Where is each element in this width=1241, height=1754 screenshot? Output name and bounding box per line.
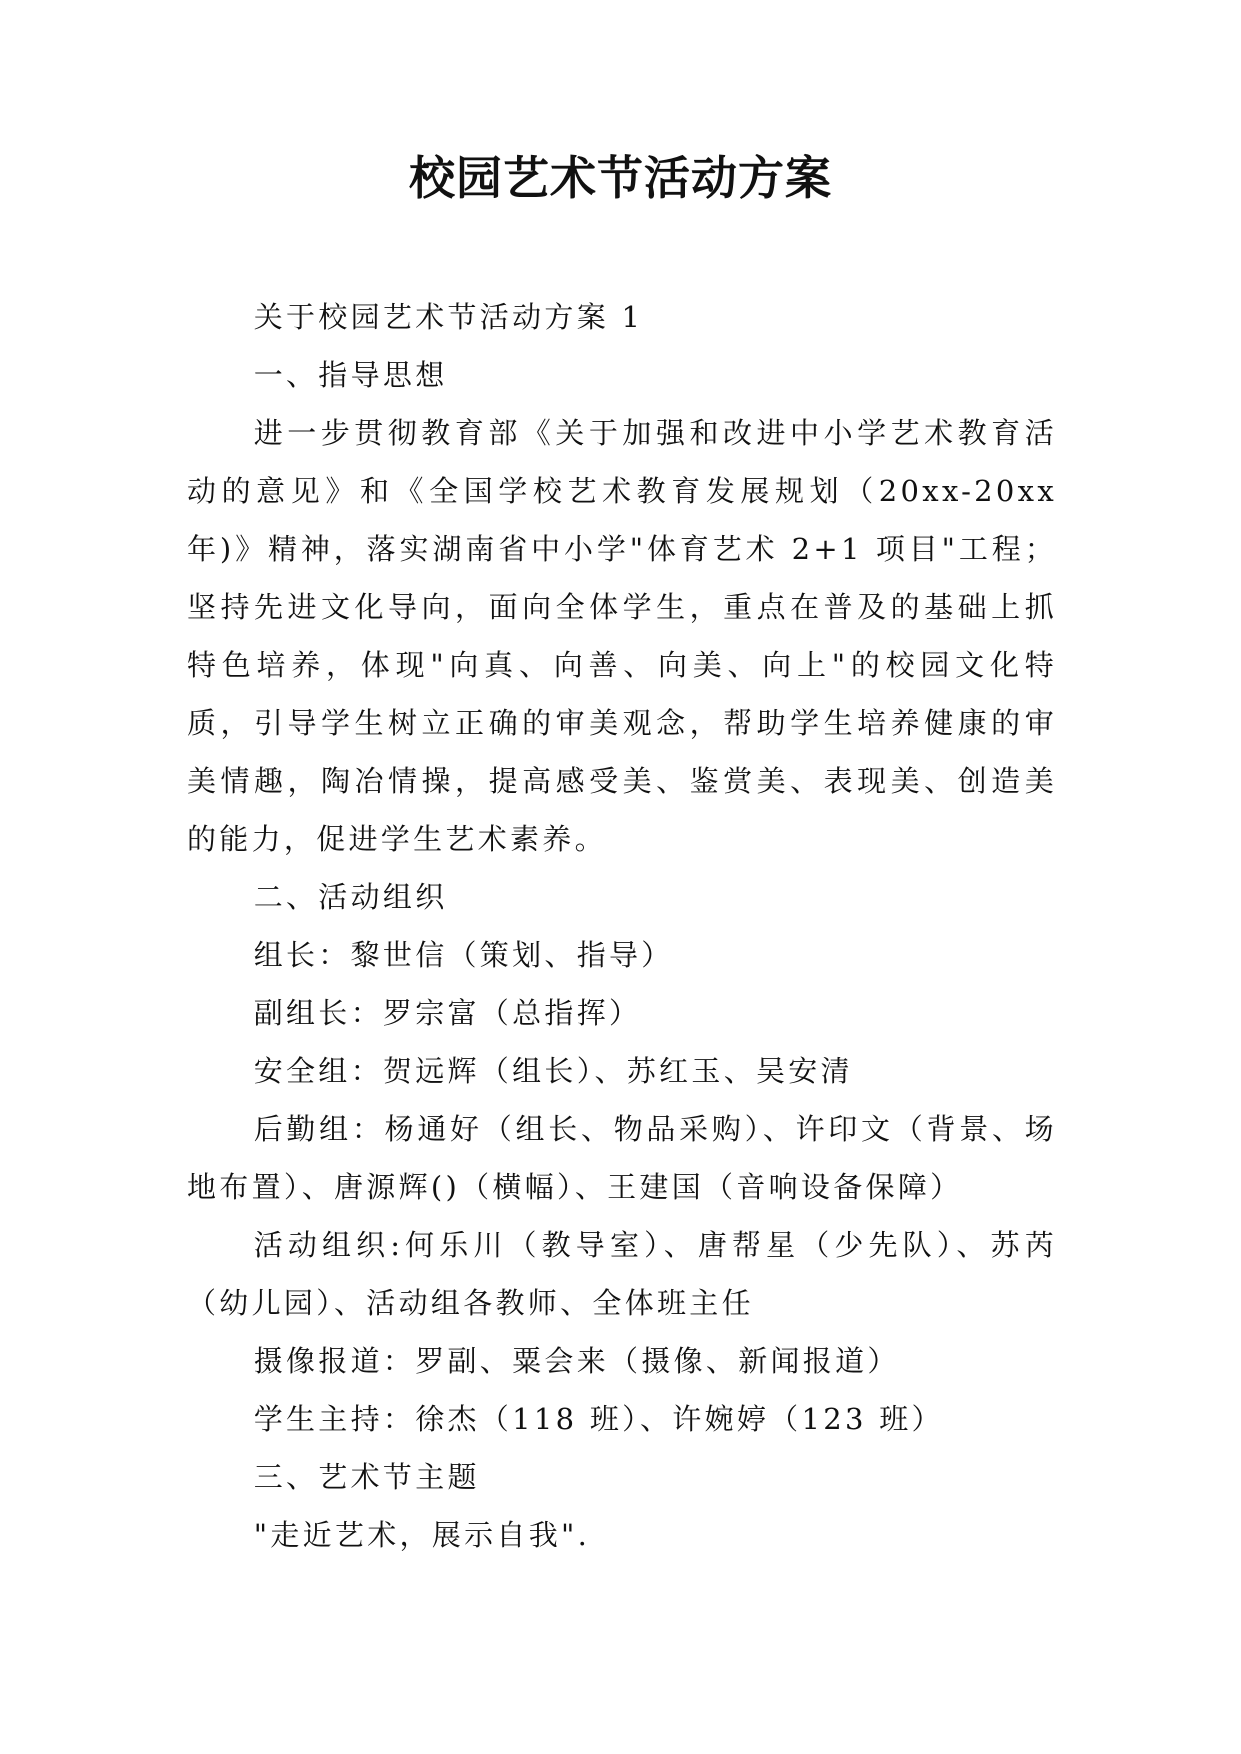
paragraph-photo-reporting: 摄像报道：罗副、粟会来（摄像、新闻报道） [253, 1344, 900, 1378]
section-heading-activity-organization: 二、活动组织 [253, 880, 448, 914]
section-heading-festival-theme: 三、艺术节主题 [253, 1460, 480, 1494]
document-body [187, 288, 1057, 1564]
paragraph-guiding-ideology: 进一步贯彻教育部《关于加强和改进中小学艺术教育活动的意见》和《全国学校艺术教育发展规划（20xx-20xx年)》精神，落实湖南省中小学"体育艺术 2+1 项目"工程；坚持先进文化导向，面向全体学生，重点在普及的基础上抓特色培养，体现"向真、向善、向美、向上"的校园文化特质，引导学生树立正确的审美观念，帮助学生培养健康的审美情趣，陶冶情操，提高感受美、鉴赏美、表现美、创造美的能力，促进学生艺术素养。 [187, 416, 1057, 856]
section-heading-guiding-ideology: 一、指导思想 [253, 358, 448, 392]
paragraph-logistics-group: 后勤组：杨通好（组长、物品采购）、许印文（背景、场地布置）、唐源辉()（横幅）、王建国（音响设备保障） [187, 1112, 1057, 1204]
paragraph-festival-theme: "走近艺术，展示自我". [253, 1518, 591, 1552]
paragraph-deputy-leader: 副组长：罗宗富（总指挥） [253, 996, 642, 1030]
paragraph-student-hosts: 学生主持：徐杰（118 班）、许婉婷（123 班） [253, 1402, 944, 1436]
paragraph-group-leader: 组长：黎世信（策划、指导） [253, 938, 674, 972]
section-heading-plan-1: 关于校园艺术节活动方案 1 [253, 300, 644, 334]
paragraph-activity-organizers: 活动组织:何乐川（教导室）、唐帮星（少先队）、苏芮（幼儿园）、活动组各教师、全体班主任 [187, 1228, 1057, 1320]
document-title: 校园艺术节活动方案 [409, 151, 832, 205]
paragraph-safety-group: 安全组：贺远辉（组长）、苏红玉、吴安清 [253, 1054, 853, 1088]
